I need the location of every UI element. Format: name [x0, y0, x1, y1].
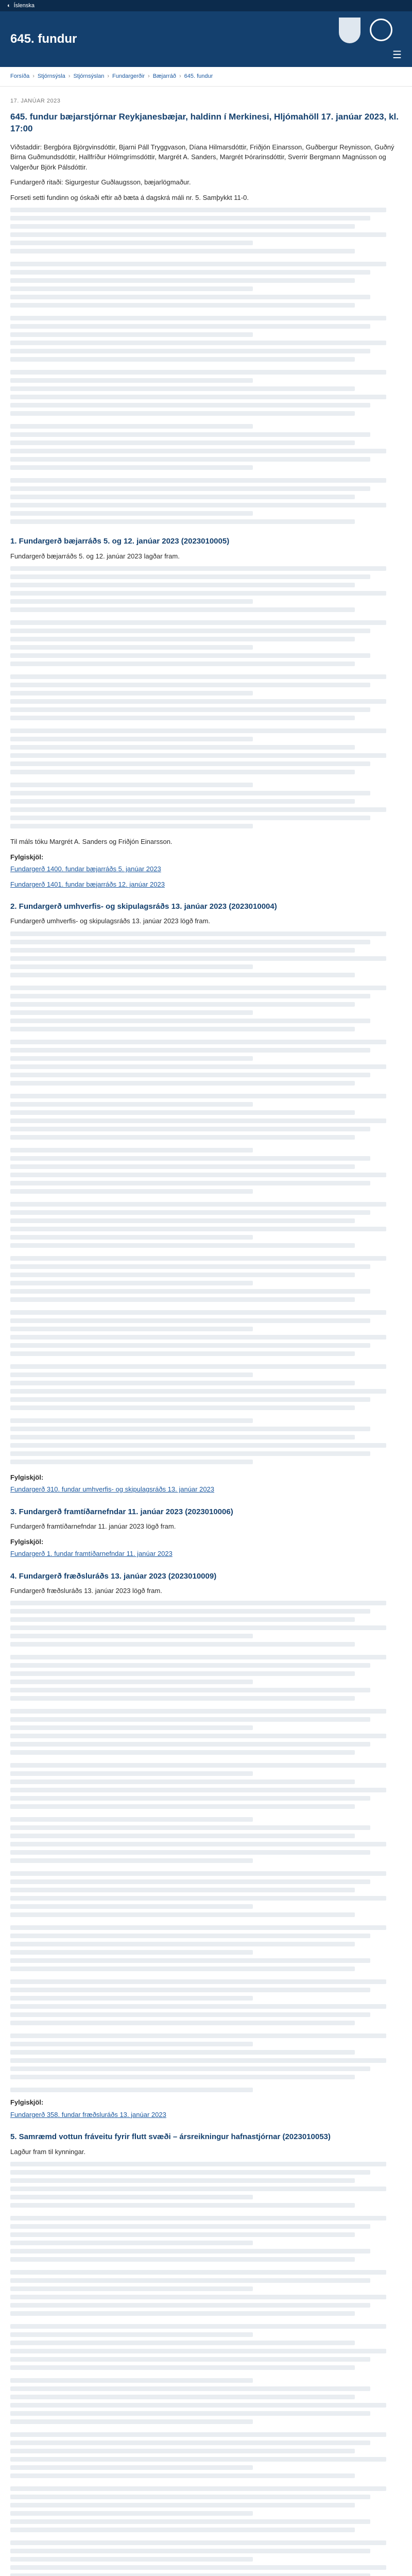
text-placeholder-line: [10, 1750, 355, 1755]
text-placeholder-line: [10, 2088, 253, 2092]
text-placeholder-line: [10, 653, 370, 658]
attachment-link[interactable]: Fundargerð 358. fundar fræðsluráðs 13. janúar 2023: [10, 2110, 166, 2119]
breadcrumb-item[interactable]: Bæjarráð: [152, 73, 176, 79]
language-label: Íslenska: [13, 2, 35, 9]
text-placeholder-line: [10, 2170, 370, 2175]
text-placeholder-line: [10, 1318, 370, 1323]
text-placeholder-line: [10, 1796, 370, 1801]
text-placeholder-line: [10, 1688, 370, 1692]
text-placeholder-line: [10, 2441, 370, 2445]
breadcrumb-separator: ›: [32, 73, 35, 79]
text-placeholder-line: [10, 2033, 386, 2038]
text-placeholder-line: [10, 2303, 370, 2308]
text-placeholder-line: [10, 486, 370, 491]
text-placeholder-line: [10, 395, 386, 399]
language-selector[interactable]: [7, 2, 35, 10]
text-placeholder-line: [10, 583, 355, 587]
attachment-link[interactable]: Fundargerð 1. fundar framtíðarnefndar 11. janúar 2023: [10, 1550, 173, 1558]
text-placeholder-line: [10, 783, 253, 787]
text-placeholder-line: [10, 286, 253, 291]
text-placeholder-line: [10, 964, 253, 969]
text-placeholder-line: [10, 716, 355, 720]
text-placeholder-line: [10, 378, 253, 383]
text-placeholder-line: [10, 1164, 355, 1169]
text-placeholder-line: [10, 2332, 253, 2337]
text-placeholder-line: [10, 799, 355, 804]
text-placeholder-line: [10, 566, 386, 571]
text-placeholder-line: [10, 940, 370, 944]
breadcrumb-current: 645. fundur: [184, 73, 213, 79]
minutes-body-filler: [10, 208, 402, 524]
text-placeholder-line: [10, 2465, 253, 2470]
text-placeholder-line: [10, 629, 370, 633]
text-placeholder-line: [10, 1118, 386, 1123]
minutes-body-filler: [10, 566, 402, 828]
text-placeholder-line: [10, 1397, 370, 1402]
text-placeholder-line: [10, 2224, 370, 2229]
attendance-text: Viðstaddir: Bergþóra Björgvinsdóttir, Bjarni Páll Tryggvason, Díana Hilmarsdóttir, Friðjón Einarsson, Guðbergur Reynisson, Guðný Birna Guðmundsdóttir, Hallfríður Hólmgrímsdóttir, Margrét A. Sanders, Margrét Þórarinsdóttir, Sverrir Bergmann Magnússon og Valgerður Björk Pálsdóttir.: [10, 143, 394, 171]
text-placeholder-line: [10, 591, 386, 596]
text-placeholder-line: [10, 1655, 386, 1659]
text-placeholder-line: [10, 1671, 355, 1676]
text-placeholder-line: [10, 1081, 355, 1086]
text-placeholder-line: [10, 2311, 355, 2316]
breadcrumb-separator: ›: [68, 73, 71, 79]
text-placeholder-line: [10, 2378, 253, 2383]
breadcrumb: [0, 67, 412, 87]
text-placeholder-line: [10, 770, 355, 774]
agenda-item-title: 2. Fundargerð umhverfis- og skipulagsráðs 13. janúar 2023 (2023010004): [10, 902, 277, 911]
text-placeholder-line: [10, 1335, 386, 1340]
breadcrumb-item[interactable]: Forsíða: [10, 73, 30, 79]
text-placeholder-line: [10, 295, 370, 299]
text-placeholder-line: [10, 791, 370, 795]
text-placeholder-line: [10, 216, 370, 221]
text-placeholder-line: [10, 1979, 386, 1984]
agenda-item-title: 5. Samræmd vottun fráveitu fyrir flutt svæði – ársreikningur hafnastjórnar (2023010053): [10, 2132, 331, 2142]
text-placeholder-line: [10, 1405, 355, 1410]
text-placeholder-line: [10, 1227, 386, 1231]
text-placeholder-line: [10, 699, 386, 704]
text-placeholder-line: [10, 1002, 355, 1007]
text-placeholder-line: [10, 241, 253, 245]
text-placeholder-line: [10, 1942, 355, 1946]
text-placeholder-line: [10, 2411, 370, 2416]
text-placeholder-line: [10, 303, 355, 308]
text-placeholder-line: [10, 2511, 253, 2516]
text-placeholder-line: [10, 2519, 370, 2524]
text-placeholder-line: [10, 1289, 370, 1294]
text-placeholder-line: [10, 1110, 355, 1115]
text-placeholder-line: [10, 1763, 386, 1768]
text-placeholder-line: [10, 370, 386, 375]
text-placeholder-line: [10, 511, 253, 516]
text-placeholder-line: [10, 1019, 370, 1023]
text-placeholder-line: [10, 440, 355, 445]
text-placeholder-line: [10, 2395, 355, 2399]
breadcrumb-separator: ›: [107, 73, 110, 79]
text-placeholder-line: [10, 956, 386, 961]
text-placeholder-line: [10, 1027, 355, 1031]
text-placeholder-line: [10, 2341, 355, 2345]
text-placeholder-line: [10, 2528, 355, 2532]
text-placeholder-line: [10, 1218, 355, 1223]
text-placeholder-line: [10, 2278, 370, 2283]
text-placeholder-line: [10, 620, 386, 625]
agenda-item-title: 1. Fundargerð bæjarráðs 5. og 12. janúar 2023 (2023010005): [10, 537, 230, 546]
text-placeholder-line: [10, 1912, 355, 1917]
text-placeholder-line: [10, 232, 386, 237]
text-placeholder-line: [10, 1389, 386, 1394]
text-placeholder-line: [10, 1256, 386, 1261]
text-placeholder-line: [10, 1871, 386, 1876]
text-placeholder-line: [10, 1048, 370, 1053]
opening-text: Forseti setti fundinn og óskaði eftir að bæta á dagskrá máli nr. 5. Samþykkt 11-0.: [10, 193, 249, 201]
text-placeholder-line: [10, 2075, 355, 2079]
agenda-item-intro: Lagður fram til kynningar.: [10, 2147, 85, 2156]
text-placeholder-line: [10, 1327, 253, 1331]
text-placeholder-line: [10, 2286, 253, 2291]
text-placeholder-line: [10, 1343, 370, 1348]
text-placeholder-line: [10, 1609, 370, 1614]
text-placeholder-line: [10, 262, 386, 266]
text-placeholder-line: [10, 1202, 386, 1207]
text-placeholder-line: [10, 432, 370, 437]
text-placeholder-line: [10, 503, 386, 507]
text-placeholder-line: [10, 1073, 370, 1077]
text-placeholder-line: [10, 1788, 386, 1792]
text-placeholder-line: [10, 1156, 370, 1161]
breadcrumb-item[interactable]: Fundargerðir: [112, 73, 145, 79]
text-placeholder-line: [10, 1135, 355, 1140]
text-placeholder-line: [10, 2486, 386, 2491]
text-placeholder-line: [10, 2257, 355, 2262]
site-header: [0, 11, 412, 67]
text-placeholder-line: [10, 753, 386, 758]
text-placeholder-line: [10, 986, 386, 990]
text-placeholder-line: [10, 683, 370, 687]
text-placeholder-line: [10, 2403, 386, 2408]
text-placeholder-line: [10, 728, 386, 733]
text-placeholder-line: [10, 2004, 386, 2009]
text-placeholder-line: [10, 1842, 386, 1846]
attachments-label: Fylgiskjöl:: [10, 1537, 44, 1546]
text-placeholder-line: [10, 1210, 370, 1215]
text-placeholder-line: [10, 1925, 386, 1930]
breadcrumb-separator: ›: [179, 73, 181, 79]
text-placeholder-line: [10, 1988, 370, 1992]
text-placeholder-line: [10, 574, 370, 579]
text-placeholder-line: [10, 2349, 386, 2353]
text-placeholder-line: [10, 637, 355, 641]
text-placeholder-line: [10, 1601, 386, 1605]
text-placeholder-line: [10, 519, 355, 524]
text-placeholder-line: [10, 2324, 386, 2329]
text-placeholder-line: [10, 1725, 253, 1730]
text-placeholder-line: [10, 1996, 253, 2001]
text-placeholder-line: [10, 2216, 386, 2221]
text-placeholder-line: [10, 691, 253, 696]
text-placeholder-line: [10, 2232, 355, 2237]
text-placeholder-line: [10, 2432, 386, 2437]
text-placeholder-line: [10, 403, 370, 408]
text-placeholder-line: [10, 1064, 386, 1069]
minutes-body-filler: [10, 931, 402, 1464]
text-placeholder-line: [10, 1435, 355, 1439]
text-placeholder-line: [10, 1904, 253, 1909]
attachments-label: Fylgiskjöl:: [10, 1473, 44, 1481]
text-placeholder-line: [10, 1418, 253, 1423]
text-placeholder-line: [10, 1717, 370, 1722]
text-placeholder-line: [10, 1460, 253, 1464]
text-placeholder-line: [10, 1372, 253, 1377]
text-placeholder-line: [10, 1734, 386, 1738]
text-placeholder-line: [10, 2419, 253, 2424]
text-placeholder-line: [10, 411, 355, 416]
text-placeholder-line: [10, 1273, 355, 1277]
text-placeholder-line: [10, 1056, 253, 1061]
attachments-label: Fylgiskjöl:: [10, 853, 44, 861]
text-placeholder-line: [10, 948, 355, 953]
text-placeholder-line: [10, 1680, 253, 1684]
text-placeholder-line: [10, 2573, 370, 2576]
minutes-body-filler: [10, 2162, 402, 2576]
text-placeholder-line: [10, 2503, 355, 2507]
breadcrumb-item[interactable]: Stjórnsýsla: [37, 73, 65, 79]
text-placeholder-line: [10, 2012, 370, 2017]
text-placeholder-line: [10, 2241, 253, 2245]
text-placeholder-line: [10, 1351, 355, 1356]
text-placeholder-line: [10, 386, 355, 391]
text-placeholder-line: [10, 1127, 370, 1131]
text-placeholder-line: [10, 1804, 355, 1809]
attachment-link[interactable]: Fundargerð 310. fundar umhverfis- og skipulagsráðs 13. janúar 2023: [10, 1485, 215, 1494]
text-placeholder-line: [10, 824, 253, 828]
text-placeholder-line: [10, 1010, 253, 1015]
text-placeholder-line: [10, 324, 370, 329]
text-placeholder-line: [10, 807, 386, 812]
agenda-item-title: 3. Fundargerð framtíðarnefndar 11. janúar 2023 (2023010006): [10, 1507, 233, 1516]
text-placeholder-line: [10, 1617, 355, 1622]
text-placeholder-line: [10, 1780, 355, 1784]
agenda-item-intro: Fundargerð fræðsluráðs 13. janúar 2023 lögð fram.: [10, 1586, 162, 1595]
text-placeholder-line: [10, 2162, 386, 2166]
text-placeholder-line: [10, 816, 370, 820]
text-placeholder-line: [10, 645, 253, 650]
text-placeholder-line: [10, 1834, 355, 1838]
text-placeholder-line: [10, 495, 355, 499]
text-placeholder-line: [10, 2042, 253, 2046]
text-placeholder-line: [10, 2178, 355, 2183]
text-placeholder-line: [10, 2365, 355, 2370]
text-placeholder-line: [10, 745, 355, 750]
text-placeholder-line: [10, 249, 355, 253]
text-placeholder-line: [10, 1364, 386, 1369]
text-placeholder-line: [10, 357, 355, 362]
text-placeholder-line: [10, 1235, 253, 1240]
text-placeholder-line: [10, 2270, 386, 2275]
text-placeholder-line: [10, 1634, 253, 1638]
text-placeholder-line: [10, 1858, 253, 1863]
text-placeholder-line: [10, 2540, 386, 2545]
text-placeholder-line: [10, 424, 253, 429]
text-placeholder-line: [10, 973, 355, 977]
text-placeholder-line: [10, 341, 386, 345]
top-utility-bar: [0, 0, 412, 11]
text-placeholder-line: [10, 1310, 386, 1315]
text-placeholder-line: [10, 208, 386, 212]
minutes-body-filler: [10, 1601, 402, 2092]
text-placeholder-line: [10, 2249, 370, 2253]
text-placeholder-line: [10, 1642, 355, 1647]
text-placeholder-line: [10, 2357, 370, 2362]
text-placeholder-line: [10, 2021, 355, 2025]
text-placeholder-line: [10, 1443, 386, 1448]
text-placeholder-line: [10, 1189, 253, 1194]
text-placeholder-line: [10, 1663, 370, 1668]
text-placeholder-line: [10, 465, 253, 470]
text-placeholder-line: [10, 1742, 370, 1747]
text-placeholder-line: [10, 1281, 253, 1285]
globe-icon: ◐: [7, 2, 11, 9]
text-placeholder-line: [10, 1297, 355, 1302]
text-placeholder-line: [10, 2295, 386, 2299]
unesco-geopark-logo: [370, 19, 392, 41]
text-placeholder-line: [10, 1896, 386, 1901]
page-title: 645. fundur bæjarstjórnar Reykjanesbæjar, haldinn í Merkinesi, Hljómahöll 17. janúar 2023, kl. 17:00: [10, 112, 399, 133]
text-placeholder-line: [10, 2187, 386, 2191]
agenda-item-title: 4. Fundargerð fræðsluráðs 13. janúar 2023 (2023010009): [10, 1571, 217, 1581]
text-placeholder-line: [10, 1817, 253, 1822]
reykjanesbaer-crest-logo[interactable]: [339, 18, 360, 43]
text-placeholder-line: [10, 1264, 370, 1269]
text-placeholder-line: [10, 674, 386, 679]
agenda-item-intro: Fundargerð bæjarráðs 5. og 12. janúar 2023 lagðar fram.: [10, 552, 180, 560]
agenda-item-intro: Fundargerð umhverfis- og skipulagsráðs 13. janúar 2023 lögð fram.: [10, 917, 211, 925]
speakers-text: Til máls tóku Margrét A. Sanders og Friðjón Einarsson.: [10, 838, 173, 846]
meeting-date: 17. JANÚAR 2023: [10, 97, 61, 104]
text-placeholder-line: [10, 2203, 355, 2208]
text-placeholder-line: [10, 737, 253, 741]
text-placeholder-line: [10, 1625, 386, 1630]
text-placeholder-line: [10, 2565, 386, 2570]
text-placeholder-line: [10, 332, 253, 337]
text-placeholder-line: [10, 2058, 386, 2063]
text-placeholder-line: [10, 2473, 355, 2478]
attachments-label: Fylgiskjöl:: [10, 2098, 44, 2107]
text-placeholder-line: [10, 1102, 253, 1107]
text-placeholder-line: [10, 1173, 386, 1177]
text-placeholder-line: [10, 2457, 386, 2462]
text-placeholder-line: [10, 224, 355, 229]
text-placeholder-line: [10, 449, 386, 453]
page-header-title: 645. fundur: [10, 32, 77, 46]
text-placeholder-line: [10, 1825, 370, 1830]
text-placeholder-line: [10, 607, 355, 612]
text-placeholder-line: [10, 761, 370, 766]
text-placeholder-line: [10, 1967, 355, 1971]
secretary-text: Fundargerð ritaði: Sigurgestur Guðlaugsson, bæjarlögmaður.: [10, 178, 191, 187]
text-placeholder-line: [10, 1243, 355, 1248]
text-placeholder-line: [10, 2386, 370, 2391]
text-placeholder-line: [10, 2050, 355, 2055]
attachment-link[interactable]: Fundargerð 1401. fundar bæjarráðs 12. janúar 2023: [10, 880, 165, 888]
text-placeholder-line: [10, 349, 370, 353]
text-placeholder-line: [10, 1696, 355, 1701]
text-placeholder-line: [10, 994, 370, 998]
text-placeholder-line: [10, 707, 370, 712]
text-placeholder-line: [10, 2557, 253, 2562]
text-placeholder-line: [10, 1771, 253, 1776]
text-placeholder-line: [10, 2195, 253, 2199]
text-placeholder-line: [10, 662, 355, 666]
agenda-item-intro: Fundargerð framtíðarnefndar 11. janúar 2023 lögð fram.: [10, 1522, 176, 1531]
text-placeholder-line: [10, 278, 355, 283]
text-placeholder-line: [10, 1958, 370, 1963]
text-placeholder-line: [10, 2549, 370, 2553]
text-placeholder-line: [10, 457, 370, 462]
text-placeholder-line: [10, 316, 386, 320]
text-placeholder-line: [10, 1879, 370, 1884]
text-placeholder-line: [10, 2495, 370, 2499]
attachment-link[interactable]: Fundargerð 1400. fundar bæjarráðs 5. janúar 2023: [10, 865, 161, 873]
text-placeholder-line: [10, 1148, 253, 1153]
text-placeholder-line: [10, 1181, 370, 1185]
text-placeholder-line: [10, 1709, 386, 1714]
text-placeholder-line: [10, 1040, 386, 1044]
text-placeholder-line: [10, 1950, 253, 1955]
breadcrumb-item[interactable]: Stjórnsýslan: [73, 73, 105, 79]
text-placeholder-line: [10, 1888, 355, 1892]
text-placeholder-line: [10, 270, 370, 275]
text-placeholder-line: [10, 599, 253, 604]
text-placeholder-line: [10, 2066, 370, 2071]
text-placeholder-line: [10, 2449, 355, 2453]
text-placeholder-line: [10, 1094, 386, 1098]
text-placeholder-line: [10, 478, 386, 483]
hamburger-icon[interactable]: ☰: [392, 49, 402, 61]
main-content: [0, 87, 412, 2576]
text-placeholder-line: [10, 1427, 370, 1431]
text-placeholder-line: [10, 1850, 370, 1855]
text-placeholder-line: [10, 931, 386, 936]
text-placeholder-line: [10, 1381, 355, 1385]
text-placeholder-line: [10, 1451, 370, 1456]
text-placeholder-line: [10, 1934, 370, 1938]
breadcrumb-separator: ›: [148, 73, 150, 79]
